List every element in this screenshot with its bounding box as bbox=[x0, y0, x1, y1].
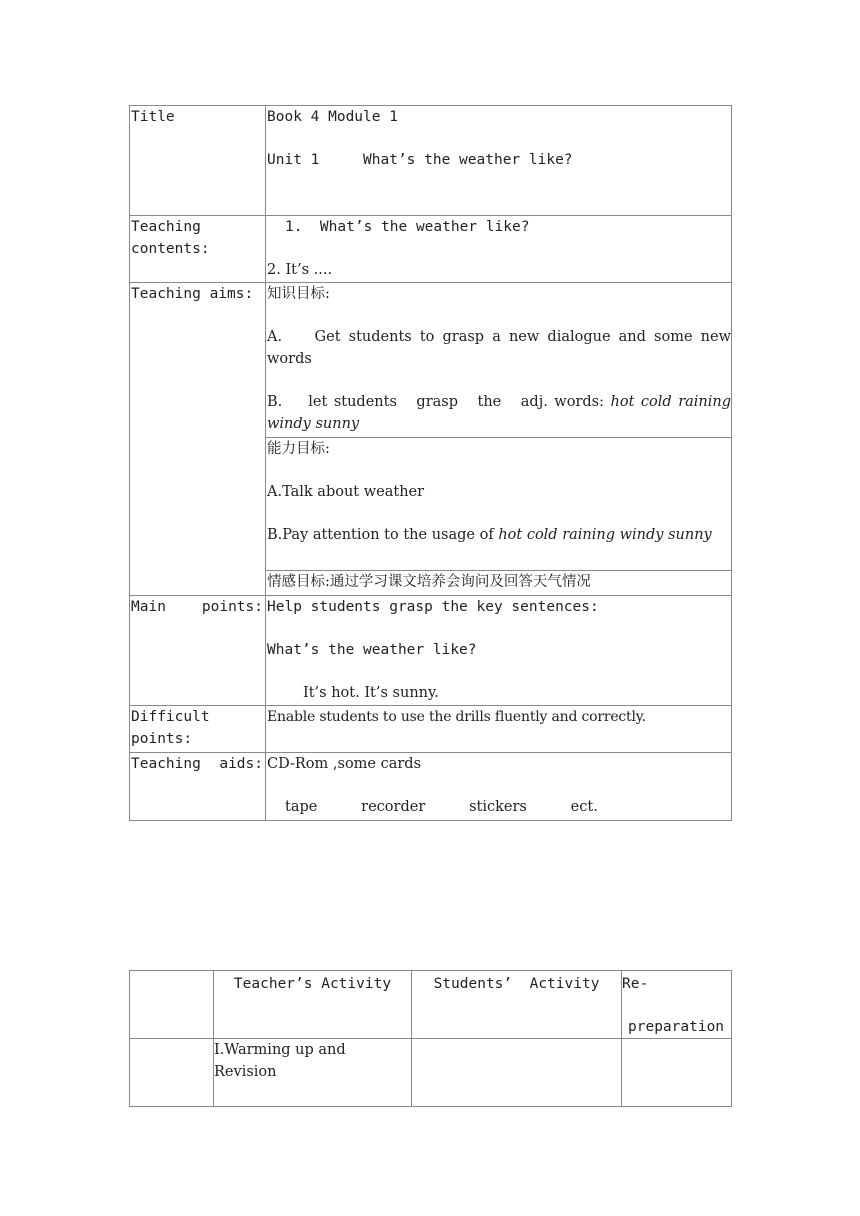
knowledge-heading: 知识目标: bbox=[267, 286, 330, 302]
knowledge-cell bbox=[266, 283, 736, 438]
main-points-line-3: It’s hot. It’s sunny. bbox=[303, 685, 439, 701]
teacher-activity-header: Teacher’s Activity bbox=[214, 971, 412, 1039]
re-preparation-line-1: Re- bbox=[622, 976, 649, 992]
difficult-points-cell: Enable students to use the drills fluently and correctly. bbox=[266, 706, 732, 753]
warming-up-prep-cell bbox=[622, 1039, 732, 1107]
teaching-aids-line-2: tape recorder stickers ect. bbox=[285, 799, 598, 815]
teaching-aids-row bbox=[130, 753, 732, 821]
activity-table bbox=[129, 970, 732, 1107]
unit-title: Unit 1 What’s the weather like? bbox=[267, 152, 573, 168]
book-module: Book 4 Module 1 bbox=[267, 109, 398, 125]
ability-cell bbox=[266, 438, 732, 571]
warming-up-step: I.Warming up and Revision bbox=[214, 1039, 412, 1107]
contents-cell bbox=[266, 216, 732, 283]
contents-item-2: 2. It’s .... bbox=[267, 262, 333, 278]
contents-row bbox=[130, 216, 732, 283]
activity-header-row bbox=[130, 971, 732, 1039]
main-points-label: Main points: bbox=[130, 596, 266, 706]
ability-heading: 能力目标: bbox=[267, 441, 330, 457]
activity-corner-cell bbox=[130, 971, 214, 1039]
students-activity-header: Students’ Activity bbox=[412, 971, 622, 1039]
knowledge-b-prefix: B. let students grasp the adj. words: bbox=[267, 394, 604, 410]
ability-b-words: hot cold raining windy sunny bbox=[498, 527, 712, 543]
re-preparation-header bbox=[622, 971, 732, 1039]
difficult-points-row bbox=[130, 706, 732, 753]
contents-item-1: 1. What’s the weather like? bbox=[285, 219, 530, 235]
teaching-aids-cell bbox=[266, 753, 732, 821]
knowledge-b-words: hot cold raining windy sunny bbox=[267, 394, 736, 432]
teaching-aids-label: Teaching aids: bbox=[130, 753, 266, 821]
title-label: Title bbox=[130, 106, 266, 216]
ability-b-prefix: B.Pay attention to the usage of bbox=[267, 527, 494, 543]
teaching-aids-line-1: CD-Rom ,some cards bbox=[267, 756, 422, 772]
emotion-cell: 情感目标:通过学习课文培养会询问及回答天气情况 bbox=[266, 571, 732, 596]
aims-label: Teaching aims: bbox=[130, 283, 266, 596]
main-points-row bbox=[130, 596, 732, 706]
title-cell bbox=[266, 106, 732, 216]
title-row bbox=[130, 106, 732, 216]
ability-b bbox=[267, 524, 731, 546]
ability-a: A.Talk about weather bbox=[267, 484, 425, 500]
warming-up-students-cell bbox=[412, 1039, 622, 1107]
lesson-plan-table bbox=[129, 105, 736, 821]
difficult-points-label: Difficult points: bbox=[130, 706, 266, 753]
knowledge-a: A. Get students to grasp a new dialogue and some new words bbox=[267, 329, 736, 367]
activity-row-warming-up bbox=[130, 1039, 732, 1107]
activity-row-stage-cell bbox=[130, 1039, 214, 1107]
knowledge-b bbox=[267, 391, 736, 435]
main-points-line-2: What’s the weather like? bbox=[267, 642, 477, 658]
contents-label: Teaching contents: bbox=[130, 216, 266, 283]
aims-knowledge-row bbox=[130, 283, 732, 438]
re-preparation-line-2: preparation bbox=[628, 1019, 725, 1035]
main-points-cell bbox=[266, 596, 732, 706]
main-points-line-1: Help students grasp the key sentences: bbox=[267, 599, 599, 615]
